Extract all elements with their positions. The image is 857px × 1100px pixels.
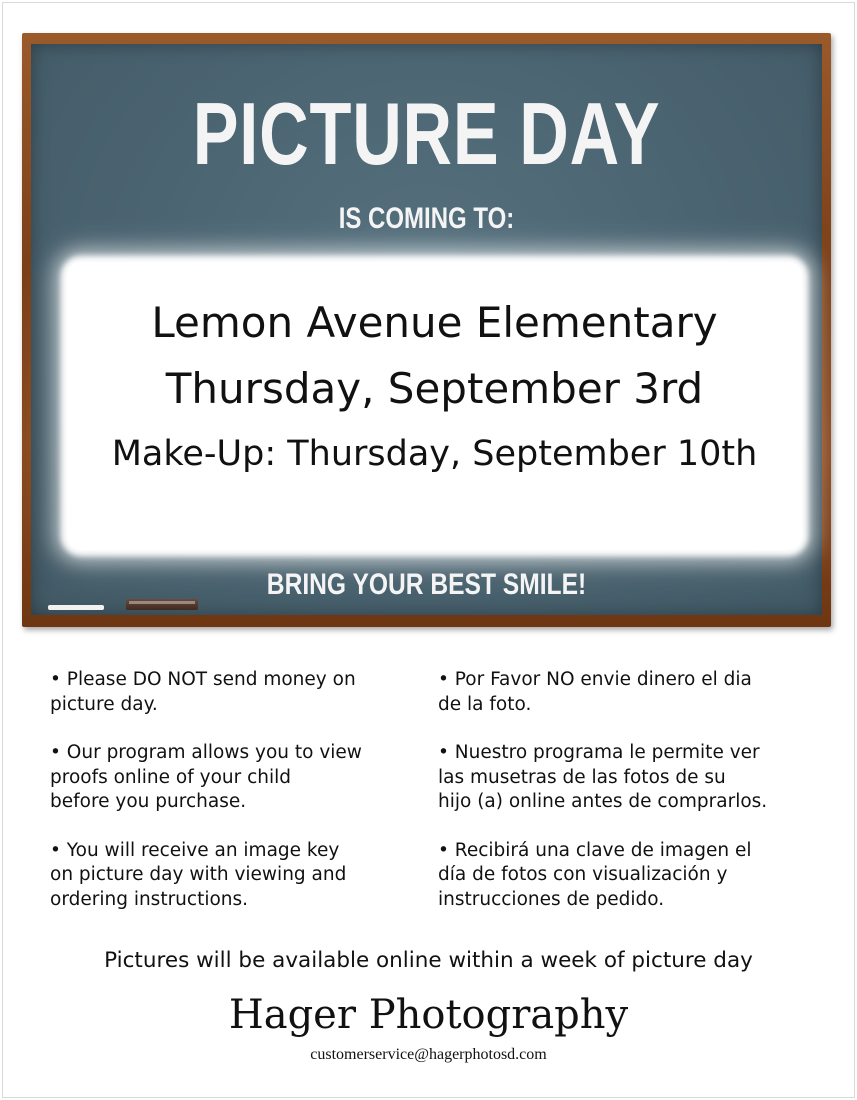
bullet-es-view-proofs: • Nuestro programa le permite ver las musetras de las fotos de su hijo (a) online antes de comprarlos. — [438, 742, 768, 812]
makeup-date: Make-Up: Thursday, September 10th — [111, 434, 758, 474]
eraser-icon — [126, 599, 198, 610]
picture-date: Thursday, September 3rd — [165, 364, 704, 413]
board-subtitle: IS COMING TO: — [338, 202, 515, 235]
board-title: PICTURE DAY — [192, 84, 661, 183]
bullet-es-no-money: • Por Favor NO envie dinero el dia de la foto. — [438, 669, 752, 715]
english-instructions — [50, 668, 410, 936]
bullet-en-view-proofs: • Our program allows you to view proofs online of your child before you purchase. — [50, 742, 362, 812]
board-footer: BRING YOUR BEST SMILE! — [266, 568, 587, 601]
chalkboard-frame — [22, 33, 831, 627]
bullet-es-image-key: • Recibirá una clave de imagen el día de fotos con visualización y instrucciones de pedido. — [438, 839, 752, 910]
spanish-instructions — [438, 668, 810, 936]
chalk-stick-icon — [48, 605, 104, 610]
school-name: Lemon Avenue Elementary — [151, 298, 718, 347]
bullet-en-image-key: • You will receive an image key on picture day with viewing and ordering instructions. — [50, 839, 347, 910]
availability-note: Pictures will be available online within a week of picture day — [104, 948, 753, 973]
contact-email: customerservice@hagerphotosd.com — [310, 1046, 547, 1063]
chalkboard — [31, 44, 822, 615]
bullet-en-no-money: • Please DO NOT send money on picture day. — [50, 669, 356, 715]
chalk-erased-area — [67, 262, 802, 550]
company-name: Hager Photography — [228, 992, 629, 1038]
